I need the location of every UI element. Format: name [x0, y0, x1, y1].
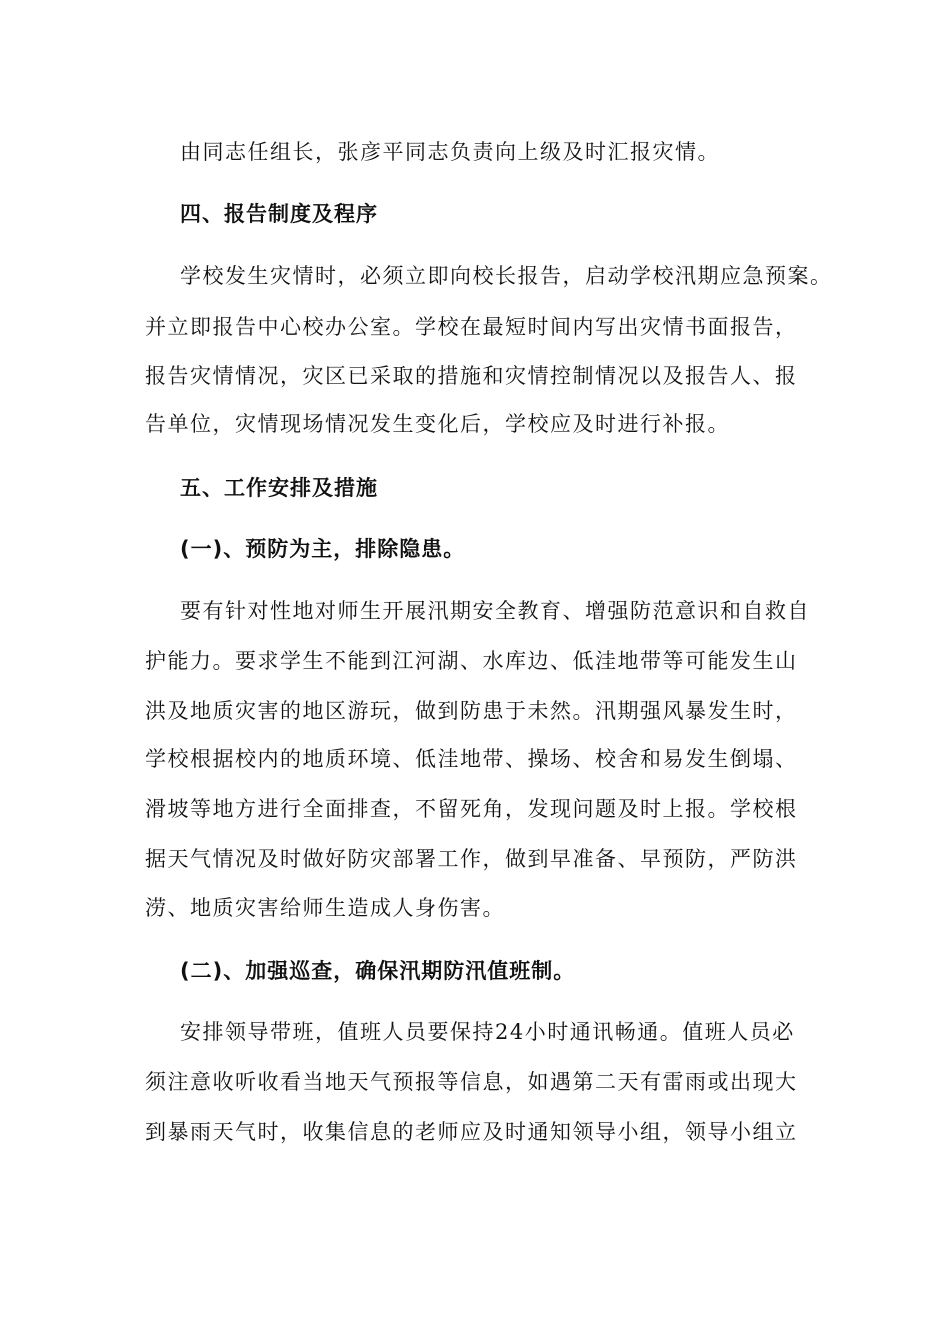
paragraph-line: 报告灾情情况，灾区已采取的措施和灾情控制情况以及报告人、报: [145, 364, 798, 388]
paragraph-line: 洪及地质灾害的地区游玩，做到防患于未然。汛期强风暴发生时，: [145, 699, 798, 723]
paragraph-line: 告单位，灾情现场情况发生变化后，学校应及时进行补报。: [145, 412, 730, 436]
paragraph-line: 要有针对性地对师生开展汛期安全教育、增强防范意识和自救自: [180, 599, 810, 623]
paragraph-line: 据天气情况及时做好防灾部署工作，做到早准备、早预防，严防洪: [145, 847, 798, 871]
paragraph-line: 滑坡等地方进行全面排查，不留死角，发现问题及时上报。学校根: [145, 797, 798, 821]
paragraph-line: 到暴雨天气时，收集信息的老师应及时通知领导小组，领导小组立: [145, 1120, 798, 1144]
paragraph-line: 涝、地质灾害给师生造成人身伤害。: [145, 896, 505, 920]
subsection-heading-1: (一)、预防为主，排除隐患。: [180, 537, 466, 561]
section-heading-5: 五、工作安排及措施: [180, 476, 378, 500]
paragraph-line: 护能力。要求学生不能到江河湖、水库边、低洼地带等可能发生山: [145, 649, 798, 673]
paragraph-line: 由同志任组长，张彦平同志负责向上级及时汇报灾情。: [180, 140, 720, 164]
paragraph-line: 学校根据校内的地质环境、低洼地带、操场、校舍和易发生倒塌、: [145, 747, 798, 771]
paragraph-line: 安排领导带班，值班人员要保持24小时通讯畅通。值班人员必: [180, 1020, 795, 1044]
paragraph-line: 学校发生灾情时，必须立即向校长报告，启动学校汛期应急预案。: [180, 264, 833, 288]
section-heading-4: 四、报告制度及程序: [180, 202, 378, 226]
subsection-heading-2: (二)、加强巡查，确保汛期防汛值班制。: [180, 959, 576, 983]
paragraph-line: 并立即报告中心校办公室。学校在最短时间内写出灾情书面报告，: [145, 315, 798, 339]
paragraph-line: 须注意收听收看当地天气预报等信息，如遇第二天有雷雨或出现大: [145, 1070, 798, 1094]
